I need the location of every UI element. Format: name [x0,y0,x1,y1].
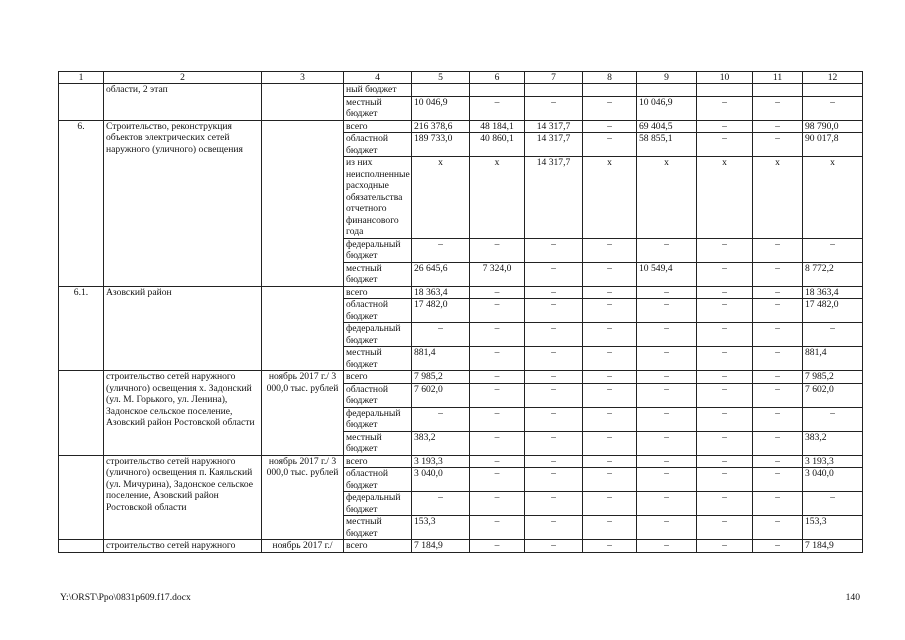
funding-source: местный бюджет [344,262,412,286]
amount-cell: 14 317,7 [525,120,583,133]
amount-cell: – [470,286,525,299]
amount-cell: – [583,96,637,120]
amount-cell: – [583,262,637,286]
amount-cell: 7 602,0 [803,383,863,407]
amount-cell: – [637,323,697,347]
amount-cell: – [697,407,753,431]
amount-cell: – [470,407,525,431]
amount-cell: – [470,492,525,516]
amount-cell: – [697,286,753,299]
amount-cell: – [525,540,583,553]
amount-cell: – [525,299,583,323]
amount-cell: – [412,238,470,262]
column-number: 10 [697,72,753,84]
amount-cell: 10 046,9 [637,96,697,120]
amount-cell: 40 860,1 [470,133,525,157]
amount-cell: – [753,516,803,540]
amount-cell: – [753,383,803,407]
funding-source: федеральный бюджет [344,407,412,431]
column-number: 9 [637,72,697,84]
amount-cell: – [637,455,697,468]
amount-cell: – [697,431,753,455]
amount-cell: – [697,492,753,516]
amount-cell: 3 040,0 [412,468,470,492]
item-term: ноябрь 2017 г./ [262,540,344,553]
amount-cell: 383,2 [412,431,470,455]
amount-cell: – [753,299,803,323]
item-name: Азовский район [104,286,262,371]
amount-cell: – [583,371,637,384]
amount-cell: 58 855,1 [637,133,697,157]
funding-source: из них неисполненные расходные обязательства отчетного финансового года [344,157,412,239]
item-number: 6.1. [59,286,104,371]
amount-cell: 7 184,9 [412,540,470,553]
item-name: строительство сетей наружного (уличного) освещения п. Каяльский (ул. Мичурина), Задонское сельское поселение, Азовский район Ростовской области [104,455,262,540]
amount-cell: – [637,383,697,407]
funding-source: федеральный бюджет [344,492,412,516]
column-number: 5 [412,72,470,84]
amount-cell: – [470,383,525,407]
amount-cell: – [583,383,637,407]
funding-source: местный бюджет [344,96,412,120]
column-number: 3 [262,72,344,84]
amount-cell: – [470,347,525,371]
amount-cell: – [525,492,583,516]
amount-cell: – [697,96,753,120]
amount-cell: 7 985,2 [803,371,863,384]
amount-cell: – [753,323,803,347]
amount-cell: – [753,262,803,286]
amount-cell: 90 017,8 [803,133,863,157]
amount-cell: – [583,516,637,540]
amount-cell: х [753,157,803,239]
amount-cell: – [470,468,525,492]
table-row [59,84,863,97]
amount-cell: – [637,299,697,323]
amount-cell: 48 184,1 [470,120,525,133]
amount-cell: – [525,96,583,120]
amount-cell: – [583,431,637,455]
item-number [59,455,104,540]
funding-source: местный бюджет [344,431,412,455]
amount-cell: – [470,455,525,468]
amount-cell: 14 317,7 [525,157,583,239]
amount-cell: – [697,516,753,540]
amount-cell: 3 040,0 [803,468,863,492]
amount-cell: 10 549,4 [637,262,697,286]
funding-source: федеральный бюджет [344,323,412,347]
amount-cell [470,84,525,97]
amount-cell: – [753,492,803,516]
amount-cell [525,84,583,97]
item-name: Строительство, реконструкция объектов электрических сетей наружного (уличного) освещения [104,120,262,286]
table-row [59,455,863,468]
amount-cell: – [753,238,803,262]
amount-cell: х [583,157,637,239]
amount-cell: – [525,516,583,540]
amount-cell: – [525,323,583,347]
amount-cell: 3 193,3 [803,455,863,468]
amount-cell: – [583,492,637,516]
item-term [262,120,344,286]
amount-cell: – [525,371,583,384]
amount-cell: – [803,96,863,120]
amount-cell: – [753,407,803,431]
column-number: 1 [59,72,104,84]
item-term: ноябрь 2017 г./ 3 000,0 тыс. рублей [262,455,344,540]
amount-cell: – [753,455,803,468]
amount-cell: 7 602,0 [412,383,470,407]
amount-cell: – [753,120,803,133]
amount-cell: – [637,407,697,431]
funding-source: всего [344,286,412,299]
amount-cell: 8 772,2 [803,262,863,286]
amount-cell: – [637,347,697,371]
amount-cell: х [637,157,697,239]
column-number: 6 [470,72,525,84]
funding-source: местный бюджет [344,516,412,540]
column-number: 11 [753,72,803,84]
amount-cell: 7 324,0 [470,262,525,286]
amount-cell: – [583,347,637,371]
amount-cell: 881,4 [412,347,470,371]
amount-cell: – [697,468,753,492]
amount-cell: – [697,133,753,157]
amount-cell [583,84,637,97]
amount-cell: – [753,133,803,157]
amount-cell: 18 363,4 [803,286,863,299]
amount-cell: 17 482,0 [412,299,470,323]
amount-cell: – [470,238,525,262]
amount-cell: – [525,455,583,468]
amount-cell: – [637,286,697,299]
amount-cell: х [697,157,753,239]
amount-cell [697,84,753,97]
amount-cell: – [412,407,470,431]
amount-cell: – [525,468,583,492]
amount-cell: – [525,238,583,262]
amount-cell: – [470,299,525,323]
amount-cell: – [637,431,697,455]
amount-cell: 7 184,9 [803,540,863,553]
table-row [59,120,863,133]
amount-cell: 3 193,3 [412,455,470,468]
amount-cell: – [697,347,753,371]
funding-source: федеральный бюджет [344,238,412,262]
amount-cell: – [470,516,525,540]
amount-cell: – [583,286,637,299]
amount-cell: 17 482,0 [803,299,863,323]
amount-cell: – [803,323,863,347]
funding-source: областной бюджет [344,468,412,492]
item-number [59,371,104,456]
amount-cell: – [697,262,753,286]
amount-cell: – [697,323,753,347]
amount-cell: х [470,157,525,239]
amount-cell: – [637,492,697,516]
amount-cell: – [697,455,753,468]
amount-cell: 216 378,6 [412,120,470,133]
amount-cell: – [412,323,470,347]
item-number: 6. [59,120,104,286]
table-row [59,371,863,384]
column-number: 7 [525,72,583,84]
amount-cell: – [697,383,753,407]
funding-source: всего [344,371,412,384]
amount-cell [753,84,803,97]
amount-cell: – [697,120,753,133]
amount-cell: – [525,286,583,299]
amount-cell: 26 645,6 [412,262,470,286]
amount-cell: – [525,383,583,407]
amount-cell: 153,3 [803,516,863,540]
amount-cell: – [753,431,803,455]
amount-cell: 189 733,0 [412,133,470,157]
amount-cell: 10 046,9 [412,96,470,120]
budget-table [58,71,863,553]
amount-cell: – [803,238,863,262]
table-row [59,286,863,299]
item-term: ноябрь 2017 г./ 3 000,0 тыс. рублей [262,371,344,456]
amount-cell: – [697,299,753,323]
amount-cell: – [697,371,753,384]
amount-cell [803,84,863,97]
amount-cell: – [470,323,525,347]
amount-cell: – [412,492,470,516]
item-number [59,540,104,553]
amount-cell: – [753,96,803,120]
amount-cell: – [803,407,863,431]
amount-cell: – [583,133,637,157]
amount-cell: х [412,157,470,239]
amount-cell: – [753,286,803,299]
amount-cell: – [470,96,525,120]
amount-cell: – [470,431,525,455]
page-number: 140 [845,592,860,603]
column-number: 8 [583,72,637,84]
amount-cell: – [637,468,697,492]
funding-source: областной бюджет [344,383,412,407]
amount-cell: 14 317,7 [525,133,583,157]
amount-cell: 153,3 [412,516,470,540]
amount-cell: 18 363,4 [412,286,470,299]
amount-cell: – [525,347,583,371]
amount-cell: 881,4 [803,347,863,371]
item-name: строительство сетей наружного [104,540,262,553]
item-term [262,84,344,121]
amount-cell: – [697,540,753,553]
amount-cell: – [753,468,803,492]
funding-source: местный бюджет [344,347,412,371]
item-number [59,84,104,121]
funding-source: областной бюджет [344,299,412,323]
amount-cell: – [583,468,637,492]
amount-cell: х [803,157,863,239]
amount-cell: – [753,540,803,553]
amount-cell: – [697,238,753,262]
funding-source: всего [344,120,412,133]
amount-cell: 7 985,2 [412,371,470,384]
amount-cell: – [525,262,583,286]
amount-cell: – [525,431,583,455]
item-name: строительство сетей наружного (уличного) освещения х. Задонский (ул. М. Горького, ул. Ленина), Задонское сельское поселение, Азовский район Ростовской области [104,371,262,456]
amount-cell: – [637,540,697,553]
amount-cell: 383,2 [803,431,863,455]
amount-cell: 69 404,5 [637,120,697,133]
amount-cell: – [583,540,637,553]
file-path: Y:\ORST\Ppo\0831p609.f17.docx [60,592,191,603]
column-number: 2 [104,72,262,84]
item-name: области, 2 этап [104,84,262,121]
funding-source: всего [344,455,412,468]
amount-cell: – [753,347,803,371]
amount-cell: – [803,492,863,516]
amount-cell: – [470,371,525,384]
column-number-row [59,72,863,84]
amount-cell: – [583,455,637,468]
amount-cell: – [583,407,637,431]
amount-cell: – [583,120,637,133]
item-term [262,286,344,371]
amount-cell [412,84,470,97]
amount-cell: – [470,540,525,553]
amount-cell: – [637,516,697,540]
amount-cell [637,84,697,97]
amount-cell: – [583,323,637,347]
column-number: 4 [344,72,412,84]
amount-cell: – [637,371,697,384]
amount-cell: 98 790,0 [803,120,863,133]
amount-cell: – [525,407,583,431]
table-row [59,540,863,553]
amount-cell: – [583,238,637,262]
amount-cell: – [583,299,637,323]
column-number: 12 [803,72,863,84]
funding-source: областной бюджет [344,133,412,157]
amount-cell: – [637,238,697,262]
funding-source: ный бюджет [344,84,412,97]
funding-source: всего [344,540,412,553]
amount-cell: – [753,371,803,384]
